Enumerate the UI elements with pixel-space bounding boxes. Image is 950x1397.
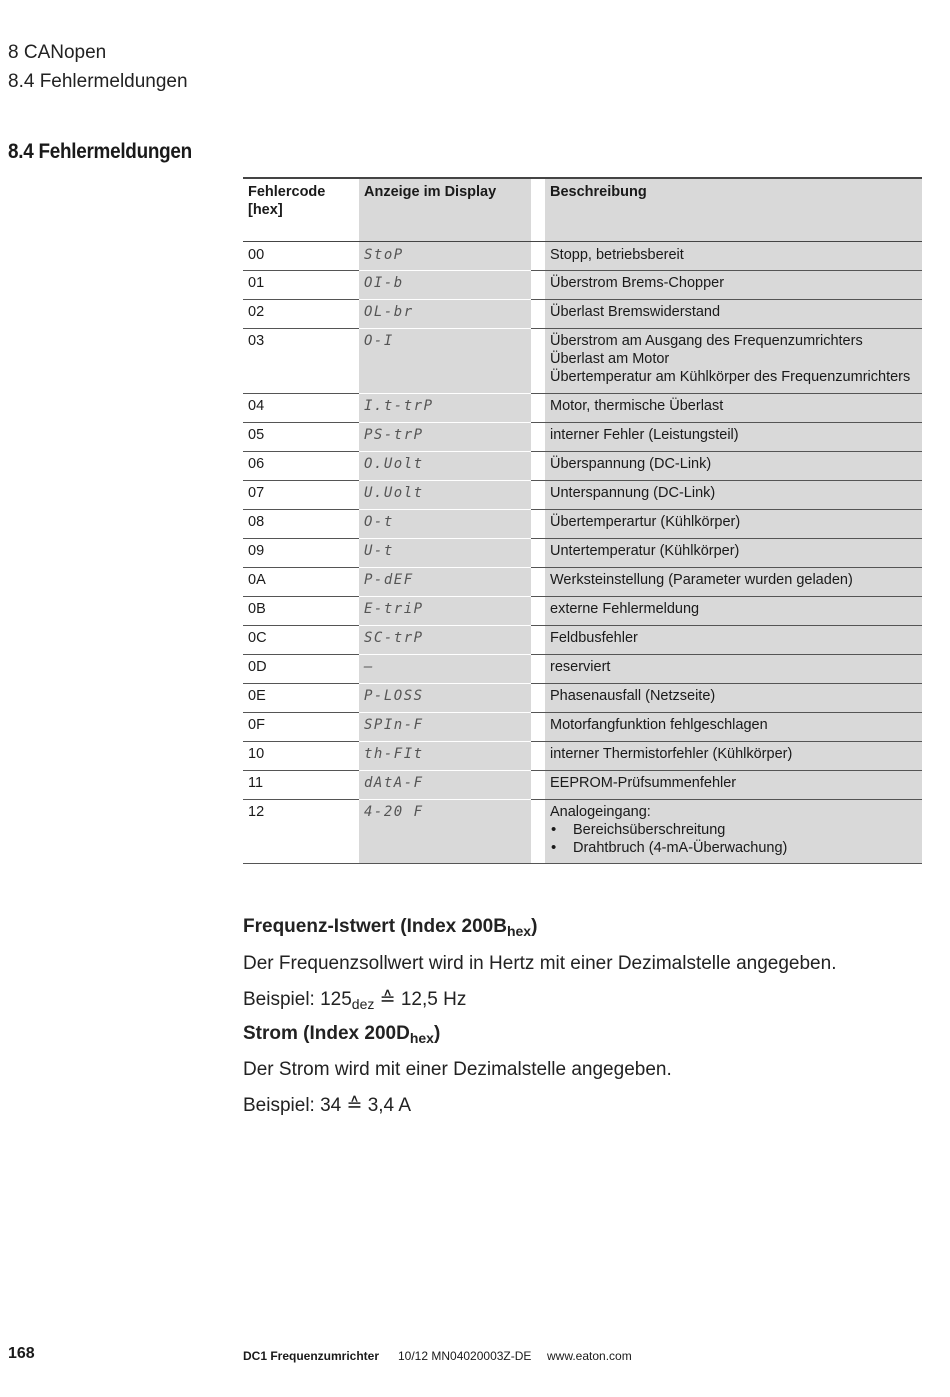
freq-example-value: ≙ 12,5 Hz xyxy=(374,989,467,1010)
cell-description xyxy=(545,712,922,741)
footer-product: DC1 Frequenzumrichter xyxy=(243,1349,380,1363)
cell-display: – xyxy=(359,654,531,683)
cell-description xyxy=(545,270,922,299)
cell-display: U-t xyxy=(359,538,531,567)
cell-code: 0A xyxy=(243,567,359,596)
description-line: interner Thermistorfehler (Kühlkörper) xyxy=(550,745,793,762)
description-line: interner Fehler (Leistungsteil) xyxy=(550,426,739,443)
cell-description xyxy=(545,393,922,422)
footer-website: www.eaton.com xyxy=(547,1349,632,1363)
strom-example: Beispiel: 34 ≙ 3,4 A xyxy=(243,1095,412,1116)
cell-code: 06 xyxy=(243,451,359,480)
header-gap xyxy=(531,178,545,241)
table-row xyxy=(243,712,922,741)
error-code-table xyxy=(243,177,922,864)
description-line: Überlast am Motor xyxy=(550,350,670,367)
description-line: Überlast Bremswiderstand xyxy=(550,303,721,320)
description-line: Übertemperatur am Kühlkörper des Frequenzumrichters xyxy=(550,368,911,385)
table-row xyxy=(243,241,922,270)
cell-code: 0F xyxy=(243,712,359,741)
cell-display: P-LOSS xyxy=(359,683,531,712)
cell-description xyxy=(545,299,922,328)
table-row xyxy=(243,567,922,596)
cell-gap xyxy=(531,509,545,538)
description-line: reserviert xyxy=(550,658,611,675)
cell-code: 02 xyxy=(243,299,359,328)
cell-code: 00 xyxy=(243,241,359,270)
section-title: 8.4 Fehlermeldungen xyxy=(8,140,192,163)
cell-description xyxy=(545,538,922,567)
description-line: Stopp, betriebsbereit xyxy=(550,246,684,263)
description-line: Motor, thermische Überlast xyxy=(550,397,724,414)
cell-description xyxy=(545,480,922,509)
cell-display: OL-br xyxy=(359,299,531,328)
freq-heading xyxy=(243,916,923,939)
cell-description xyxy=(545,596,922,625)
table-row xyxy=(243,393,922,422)
table-row xyxy=(243,299,922,328)
cell-code: 03 xyxy=(243,328,359,393)
cell-description xyxy=(545,799,922,863)
strom-heading-text: Strom (Index 200D xyxy=(243,1023,410,1044)
cell-display: dAtA-F xyxy=(359,770,531,799)
header-section: 8.4 Fehlermeldungen xyxy=(8,71,188,92)
cell-display: StoP xyxy=(359,241,531,270)
strom-heading-close: ) xyxy=(433,1023,441,1044)
table-header-row xyxy=(243,178,922,241)
header-code-label: Fehlercode xyxy=(248,184,326,200)
header-chapter: 8 CANopen xyxy=(8,42,107,63)
cell-description xyxy=(545,654,922,683)
cell-description xyxy=(545,625,922,654)
cell-description xyxy=(545,770,922,799)
freq-text: Der Frequenzsollwert wird in Hertz mit einer Dezimalstelle angegeben. xyxy=(243,953,837,974)
cell-display: 4-20 F xyxy=(359,799,531,863)
cell-gap xyxy=(531,799,545,863)
cell-description xyxy=(545,683,922,712)
bullet-item: • Drahtbruch (4-mA-Überwachung) xyxy=(550,839,917,857)
description-line: Übertemperartur (Kühlkörper) xyxy=(550,513,741,530)
table-row xyxy=(243,538,922,567)
table-row xyxy=(243,770,922,799)
cell-display: SPIn-F xyxy=(359,712,531,741)
cell-display: SC-trP xyxy=(359,625,531,654)
analog-title: Analogeingang: xyxy=(550,803,651,820)
cell-gap xyxy=(531,270,545,299)
cell-gap xyxy=(531,328,545,393)
freq-example-sub: dez xyxy=(351,996,375,1012)
description-line: Überspannung (DC-Link) xyxy=(550,455,712,472)
cell-code: 04 xyxy=(243,393,359,422)
description-line: Überstrom Brems-Chopper xyxy=(550,274,725,291)
cell-display: PS-trP xyxy=(359,422,531,451)
cell-display: O-t xyxy=(359,509,531,538)
cell-gap xyxy=(531,538,545,567)
page-number: 168 xyxy=(8,1345,35,1362)
freq-heading-close: ) xyxy=(531,916,538,937)
table-row xyxy=(243,422,922,451)
cell-gap xyxy=(531,770,545,799)
cell-gap xyxy=(531,741,545,770)
description-line: externe Fehlermeldung xyxy=(550,600,700,617)
description-line: EEPROM-Prüfsummenfehler xyxy=(550,774,737,791)
table-row xyxy=(243,625,922,654)
cell-code: 11 xyxy=(243,770,359,799)
freq-example-text: Beispiel: 125 xyxy=(243,989,352,1010)
header-display: Anzeige im Display xyxy=(359,178,531,241)
header-code xyxy=(243,178,359,241)
cell-gap xyxy=(531,567,545,596)
table-body xyxy=(243,241,922,863)
strom-text: Der Strom wird mit einer Dezimalstelle angegeben. xyxy=(243,1059,672,1080)
freq-heading-sub: hex xyxy=(506,923,532,939)
cell-gap xyxy=(531,241,545,270)
description-line: Überstrom am Ausgang des Frequenzumrichters xyxy=(550,332,863,349)
cell-code: 08 xyxy=(243,509,359,538)
cell-display: O.Uolt xyxy=(359,451,531,480)
strom-heading-sub: hex xyxy=(409,1030,434,1046)
cell-gap xyxy=(531,654,545,683)
error-code-table-wrapper xyxy=(243,177,922,864)
cell-gap xyxy=(531,451,545,480)
table-row-last xyxy=(243,799,922,863)
cell-description xyxy=(545,422,922,451)
cell-description xyxy=(545,328,922,393)
running-header xyxy=(8,38,188,96)
description-line: Untertemperatur (Kühlkörper) xyxy=(550,542,740,559)
cell-code: 0C xyxy=(243,625,359,654)
bullet-item: • Bereichsüberschreitung xyxy=(550,821,917,839)
cell-gap xyxy=(531,393,545,422)
cell-display: P-dEF xyxy=(359,567,531,596)
cell-gap xyxy=(531,299,545,328)
footer-doc-id: 10/12 MN04020003Z-DE xyxy=(398,1349,532,1363)
cell-description xyxy=(545,741,922,770)
cell-code: 07 xyxy=(243,480,359,509)
table-row xyxy=(243,509,922,538)
description-line: Werksteinstellung (Parameter wurden geladen) xyxy=(550,571,853,588)
cell-code: 0E xyxy=(243,683,359,712)
cell-display: U.Uolt xyxy=(359,480,531,509)
cell-gap xyxy=(531,480,545,509)
cell-code: 05 xyxy=(243,422,359,451)
cell-display: th-FIt xyxy=(359,741,531,770)
cell-code: 01 xyxy=(243,270,359,299)
cell-description xyxy=(545,567,922,596)
cell-gap xyxy=(531,683,545,712)
description-line: Motorfangfunktion fehlgeschlagen xyxy=(550,716,768,733)
cell-code: 09 xyxy=(243,538,359,567)
cell-code: 12 xyxy=(243,799,359,863)
table-row xyxy=(243,451,922,480)
analog-bullets xyxy=(550,821,917,857)
cell-description xyxy=(545,241,922,270)
cell-code: 0B xyxy=(243,596,359,625)
cell-description xyxy=(545,451,922,480)
cell-gap xyxy=(531,596,545,625)
cell-code: 10 xyxy=(243,741,359,770)
cell-gap xyxy=(531,422,545,451)
cell-display: O-I xyxy=(359,328,531,393)
cell-gap xyxy=(531,712,545,741)
table-row xyxy=(243,741,922,770)
table-row xyxy=(243,480,922,509)
table-row xyxy=(243,270,922,299)
table-row xyxy=(243,654,922,683)
table-row xyxy=(243,683,922,712)
description-line: Feldbusfehler xyxy=(550,629,638,646)
table-row xyxy=(243,596,922,625)
cell-description xyxy=(545,509,922,538)
header-code-unit: [hex] xyxy=(248,202,283,218)
freq-example xyxy=(243,988,923,1012)
cell-code: 0D xyxy=(243,654,359,683)
cell-display: E-triP xyxy=(359,596,531,625)
header-description: Beschreibung xyxy=(545,178,922,241)
strom-heading xyxy=(243,1023,923,1046)
description-line: Phasenausfall (Netzseite) xyxy=(550,687,716,704)
description-line: Unterspannung (DC-Link) xyxy=(550,484,716,501)
cell-display: I.t-trP xyxy=(359,393,531,422)
cell-gap xyxy=(531,625,545,654)
freq-heading-text: Frequenz-Istwert (Index 200B xyxy=(243,916,507,937)
table-row xyxy=(243,328,922,393)
cell-display: OI-b xyxy=(359,270,531,299)
